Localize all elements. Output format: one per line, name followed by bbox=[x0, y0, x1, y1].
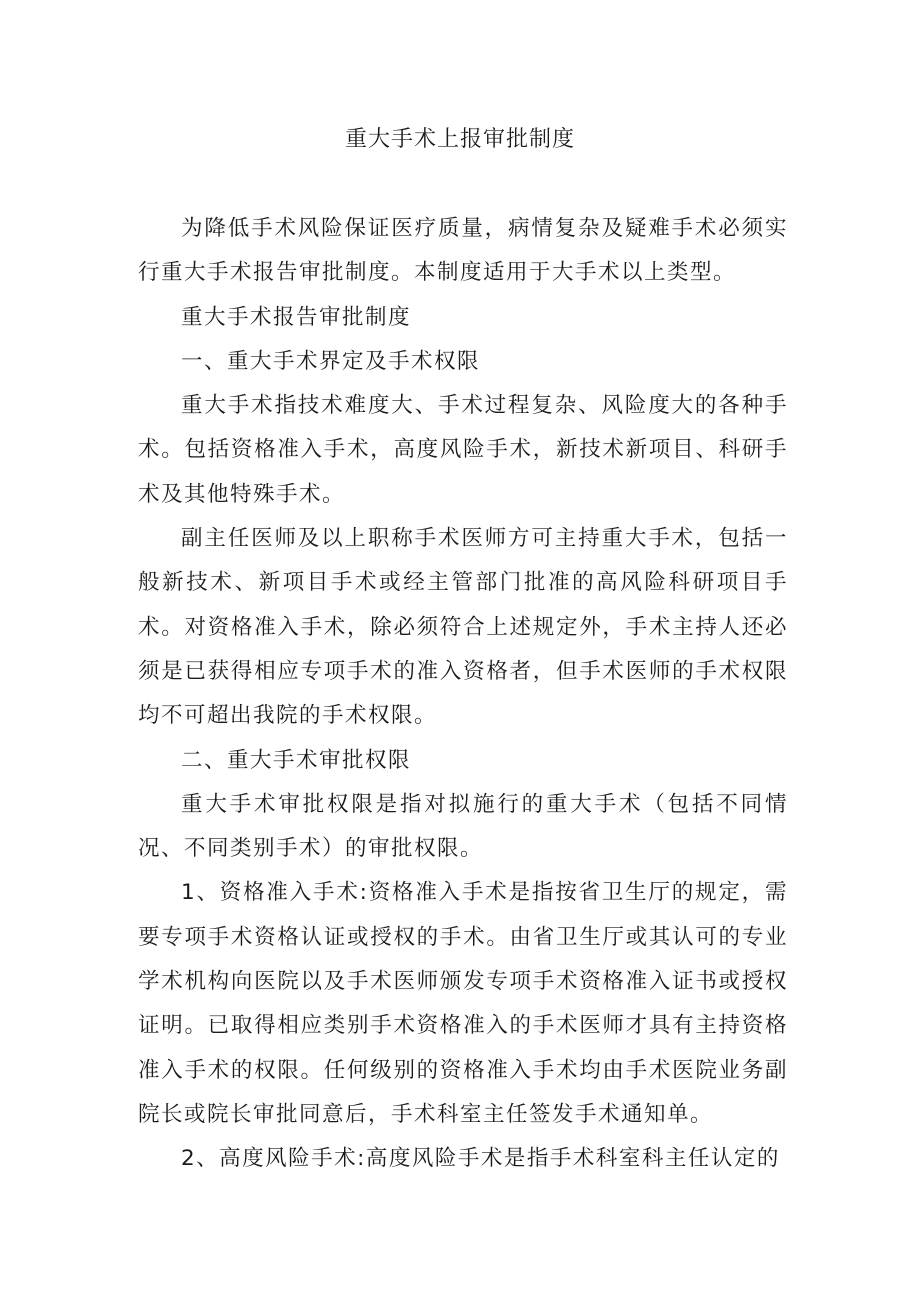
paragraph-authority: 副主任医师及以上职称手术医师方可主持重大手术，包括一般新技术、新项目手术或经主管部门批准的高风险科研项目手术。对资格准入手术，除必须符合上述规定外，手术主持人还必须是已获得相应专项手术的准入资格者，但手术医师的手术权限均不可超出我院的手术权限。 bbox=[138, 526, 788, 729]
paragraph-heading-system: 重大手术报告审批制度 bbox=[181, 304, 412, 330]
paragraph-intro: 为降低手术风险保证医疗质量，病情复杂及疑难手术必须实行重大手术报告审批制度。本制度适用于大手术以上类型。 bbox=[138, 216, 788, 286]
paragraph-approval-scope: 重大手术审批权限是指对拟施行的重大手术（包括不同情况、不同类别手术）的审批权限。 bbox=[138, 791, 788, 862]
page-title: 重大手术上报审批制度 bbox=[344, 127, 575, 152]
section-heading-1: 一、重大手术界定及手术权限 bbox=[181, 348, 481, 374]
paragraph-item-1: 1、资格准入手术:资格准入手术是指按省卫生厅的规定，需要专项手术资格认证或授权的手术。由省卫生厅或其认可的专业学术机构向医院以及手术医师颁发专项手术资格准入证书或授权证明。已取得相应类别手术资格准入的手术医师才具有主持资格准入手术的权限。任何级别的资格准入手术均由手术医院业务副院长或院长审批同意后，手术科室主任签发手术通知单。 bbox=[138, 880, 788, 1127]
paragraph-item-2: 2、高度风险手术:高度风险手术是指手术科室科主任认定的 bbox=[181, 1146, 780, 1172]
document-body bbox=[138, 207, 788, 1182]
section-heading-2: 二、重大手术审批权限 bbox=[181, 747, 412, 773]
paragraph-definition: 重大手术指技术难度大、手术过程复杂、风险度大的各种手术。包括资格准入手术，高度风险手术，新技术新项目、科研手术及其他特殊手术。 bbox=[138, 393, 788, 507]
